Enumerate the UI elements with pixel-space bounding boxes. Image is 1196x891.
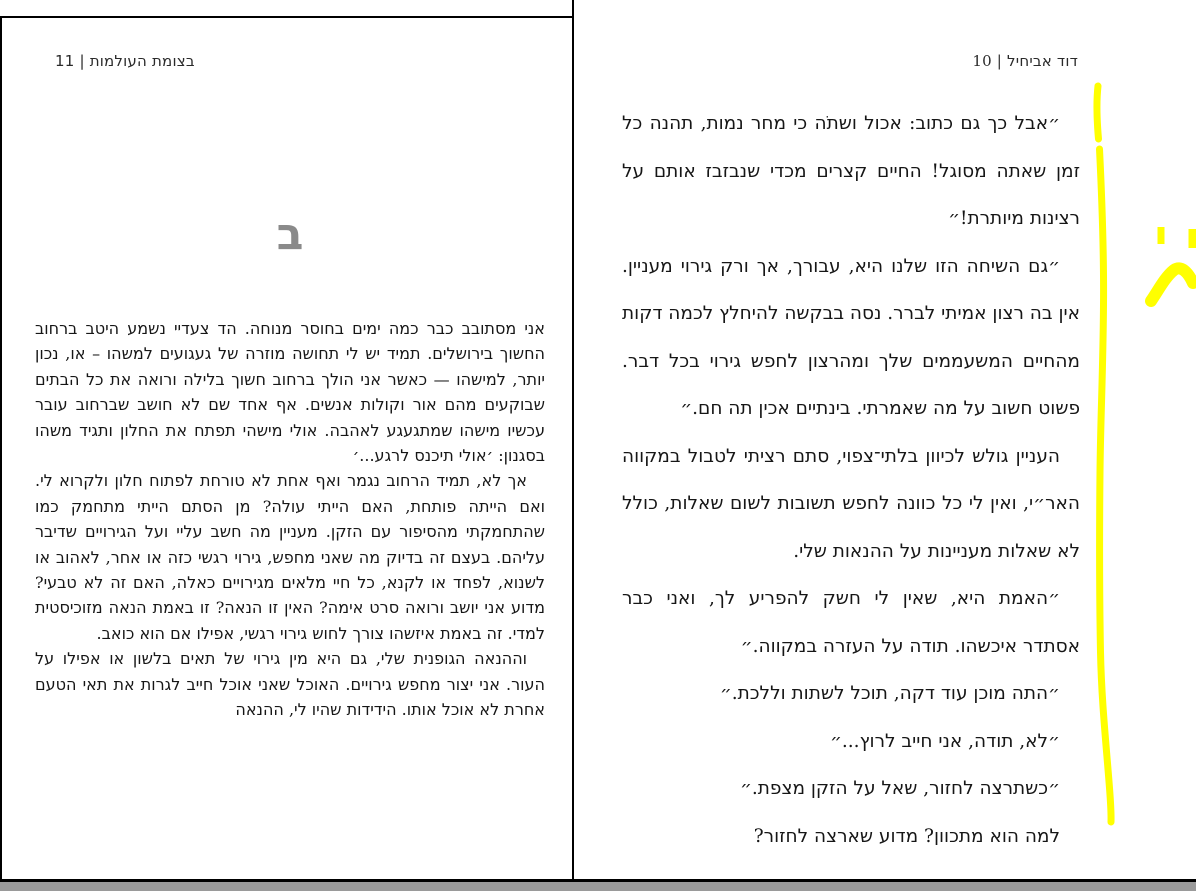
right-running-head: דוד אביחיל | 10 — [972, 52, 1078, 70]
paragraph: למה הוא מתכוון? מדוע שארצה לחזור? — [753, 825, 1060, 845]
paragraph: אני מסתובב כבר כמה ימים בחוסר מנוחה. הד צעדיי נשמע היטב ברחוב החשוך בירושלים. תמיד יש לי תחושה מוזרה של געגועים למשהו – או, נכון יותר, למישהו — כאשר אני הולך ברחוב חשוך בלילה ורואה את כל הבתים שבוקעים מהם אור וקולות אנשים. אף אחד שם לא חושב שברחוב עובר עכשיו מישהו שמתגעגע לאהבה. אולי מישהי תפתח את החלון ותגיד משהו בסגנון: ׳אולי תיכנס לרגע...׳ — [35, 319, 545, 466]
paragraph: ״כשתרצה לחזור, שאל על הזקן מצפת.״ — [739, 778, 1060, 799]
paragraph: וההנאה הגופנית שלי, גם היא מין גירוי של תאים בלשון או אפילו על העור. אני יצור מחפש גירויים. האוכל שאני אוכל חייב לגרות את תאי הטעם אחרת לא אוכל אותו. הידידות שהיו לי, ההנאה — [35, 649, 545, 720]
paragraph: ״אבל כך גם כתוב: אכול ושתֹה כי מחר נמות, תהנה כל זמן שאתה מסוגל! החיים קצרים מכדי שנבזבז אותם על רצינות מיותרת!״ — [622, 113, 1080, 229]
chapter-number-letter: ב — [276, 209, 304, 260]
right-page-body-text — [622, 100, 1080, 845]
paragraph: העניין גולש לכיוון בלתי־צפוי, סתם רציתי לטבול במקווה האר״י, ואין לי כל כוונה לחפש תשובות לשום שאלות, כולל לא שאלות מעניינות על ההנאות שלי. — [622, 445, 1080, 562]
paragraph: אך לא, תמיד הרחוב נגמר ואף אחת לא טורחת לפתוח חלון ולקרוא לי. ואם הייתה פותחת, האם הייתי עולה? מן הסתם הייתי מתחמק כמו שהתחמקתי מהסיפור עם הזקן. מעניין מה חשב עליי ועל הגירויים שדיבר עליהם. בעצם זה בדיוק מה שאני מחפש, גירוי רגשי כזה או אחר, לאהוב או לשנוא, לפחד או לקנא, כל חיי מלאים מגירויים כאלה, האם זה לא טבעי? מדוע אני יושב ורואה סרט אימה? האין זו הנאה? זו באמת הנאה מזוכיסטית למדי. זה באמת איזשהו צורך לחוש גירוי רגשי, אפילו אם הוא כואב. — [35, 471, 545, 643]
paragraph: ״התה מוכן עוד דקה, תוכל לשתות וללכת.״ — [719, 683, 1060, 704]
left-page-top-border — [0, 16, 574, 18]
paragraph: ״גם השיחה הזו שלנו היא, עבורך, אך ורק גירוי מעניין. אין בה רצון אמיתי לברר. נסה בבקשה להיחלץ לכמה דקות מהחיים המשעממים שלך ומהרצון לחפש גירוי בכל דבר. פשוט חשוב על מה שאמרתי. בינתיים אכין תה חם.״ — [622, 255, 1080, 419]
paragraph: ״לא, תודה, אני חייב לרוץ...״ — [830, 730, 1060, 752]
left-page-body-text — [35, 316, 545, 816]
background-strip — [0, 882, 1196, 891]
page-spine-divider — [572, 0, 574, 882]
left-page-left-border — [0, 16, 2, 882]
left-running-head: בצומת העולמות | 11 — [55, 52, 195, 70]
paragraph: ״האמת היא, שאין לי חשק להפריע לך, ואני כבר אסתדר איכשהו. תודה על העזרה במקווה.״ — [622, 588, 1080, 657]
